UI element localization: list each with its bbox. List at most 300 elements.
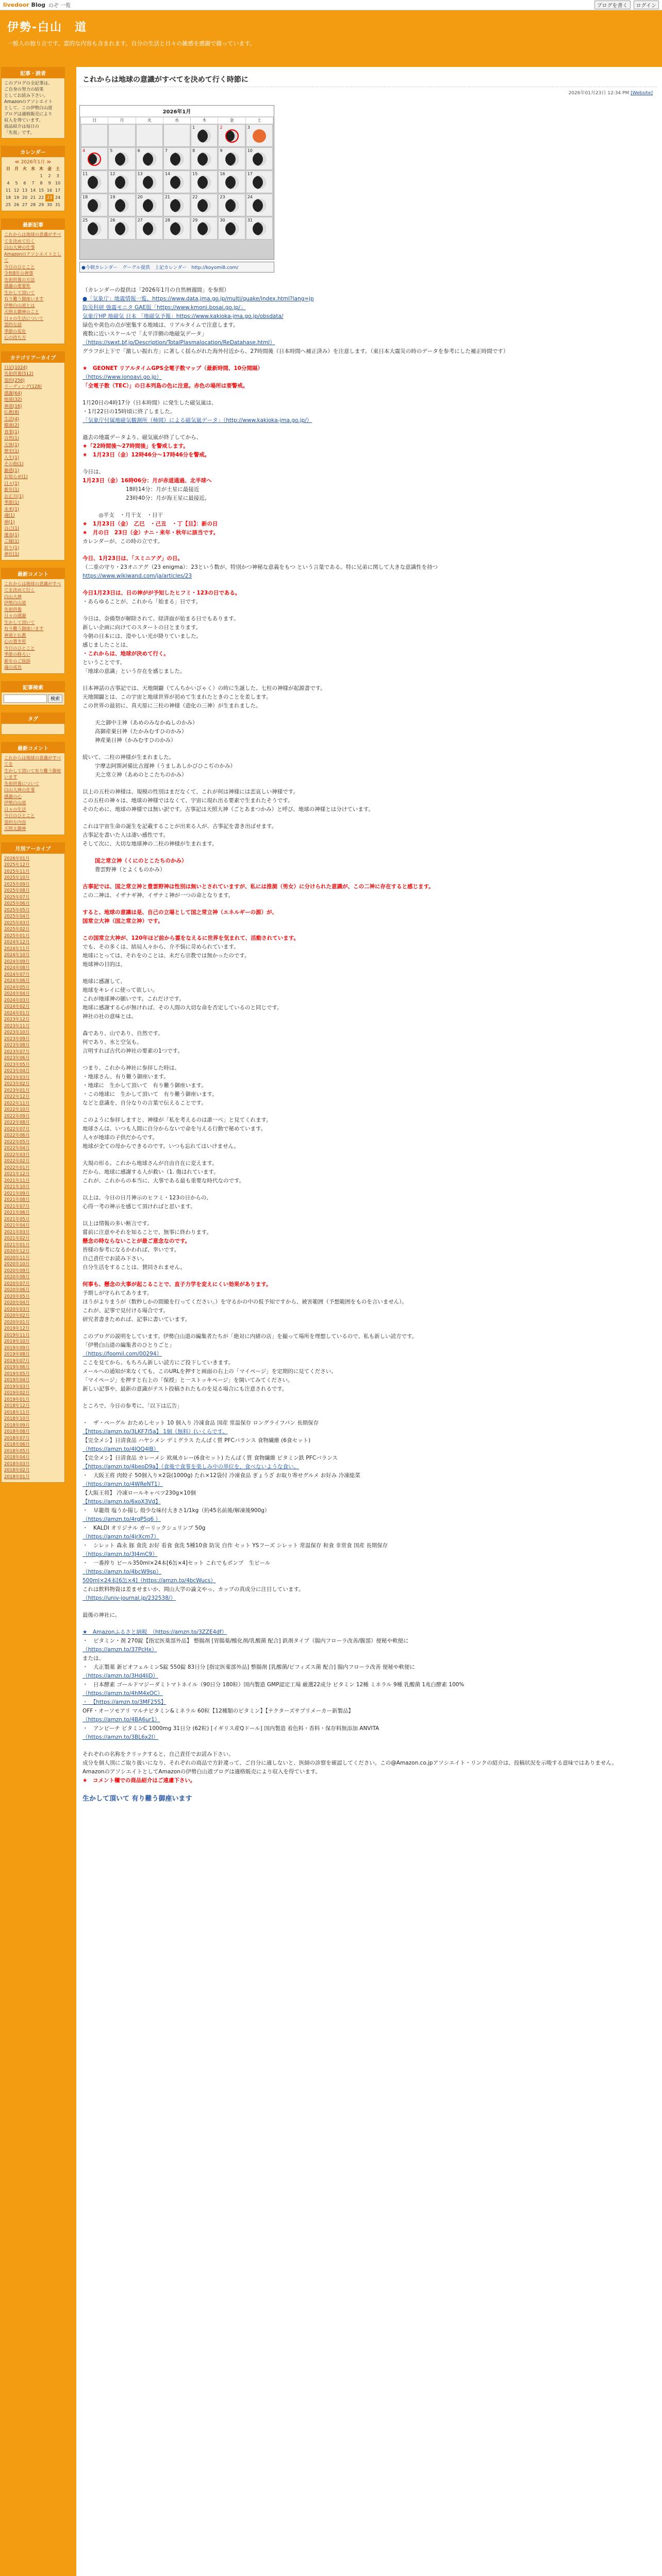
moon-day-cell [218, 147, 245, 170]
monthly-archive-link[interactable]: 2018年11月 [4, 1410, 30, 1415]
calendar-day[interactable]: 31 [55, 202, 61, 207]
monthly-archive-link[interactable]: 2025年02月 [4, 927, 30, 932]
website-link[interactable]: [Website] [631, 91, 653, 96]
article-link[interactable]: （https://www.ionoavi.go.jp） [82, 374, 162, 380]
monthly-archive-link[interactable]: 2024年07月 [4, 972, 30, 977]
article-section-p1 [82, 286, 654, 356]
calendar-day[interactable]: 26 [13, 202, 20, 207]
article-line: 何事も、懸念の大事が起こることで、直子力学を変えにくい効果があります。 [82, 1281, 272, 1287]
calendar-source-link[interactable]: ●今朝カレンダー グーグル提供 上記カレンダー http://koyomi8.com/ [79, 262, 274, 273]
monthly-archive-link[interactable]: 2020年04月 [4, 1300, 30, 1306]
comment-link[interactable]: 白山大神の仕事 [4, 788, 35, 793]
calendar-day[interactable]: 25 [5, 202, 11, 207]
calendar-day[interactable]: 2 [48, 174, 51, 178]
article-line: つまり、これから神社に参拝した時は、 [82, 1065, 180, 1071]
article-line: （カレンダーの提供は「2026年1月の自然暦週間」を参照） [82, 287, 229, 293]
blog-title[interactable]: 伊勢-白山 道 [7, 21, 88, 34]
recent-article-link[interactable]: Amazonのアソシエイトとして [4, 251, 61, 263]
article-link[interactable]: （https://swxt.bf.jo/Description/TotalPlasmalocation/ReDatahase.html） [82, 340, 275, 346]
monthly-archive-link[interactable]: 2024年05月 [4, 985, 30, 990]
calendar-day[interactable]: 27 [22, 202, 28, 207]
moon-phase-icon [170, 152, 184, 166]
monthly-archive-link[interactable]: 2025年01月 [4, 933, 30, 939]
category-link[interactable]: 生活(4) [4, 416, 20, 422]
category-link[interactable]: お知らせ(1) [4, 474, 28, 480]
article-line: 地球が全ての母からできるのです。いつも忘れてはいけません。 [82, 1143, 240, 1149]
comment-link[interactable]: 伊勢白山道 [4, 801, 26, 806]
article-link[interactable]: （https://amzn.to/3BL6x2I） [82, 1734, 159, 1740]
monthly-archive-link[interactable]: 2021年04月 [4, 1223, 30, 1228]
article-section-p5 [82, 468, 654, 503]
article-line: ここを見てから、もちろん新しい読方にご投下していきます。 [82, 1360, 234, 1366]
moon-day-number: 1 [192, 125, 195, 130]
article-link[interactable]: （https://univ-journal.jp/232538/） [82, 1595, 176, 1601]
calendar-month[interactable]: ≪ 2026年1月 ≫ [14, 160, 52, 165]
category-link[interactable]: 歴史(1) [4, 449, 20, 454]
moon-phase-icon [253, 129, 266, 143]
recent-article-link[interactable]: 白山大神の仕事 [4, 245, 35, 250]
monthly-archive-link[interactable]: 2020年06月 [4, 1287, 30, 1293]
moon-phase-icon [170, 199, 184, 212]
category-link[interactable]: 神(1) [4, 519, 15, 525]
monthly-archive-link[interactable]: 2018年06月 [4, 1442, 30, 1447]
calendar-day[interactable]: 4 [7, 181, 10, 185]
calendar-day[interactable]: 11 [5, 188, 11, 193]
link-item[interactable]: 今日のひとこと [4, 646, 35, 651]
write-blog-button[interactable]: ブログを書く [594, 1, 631, 9]
calendar-day[interactable]: 5 [15, 181, 18, 185]
link-item[interactable]: 生かして頂いて [4, 620, 35, 625]
calendar-day[interactable]: 21 [30, 195, 36, 200]
article-line: 地球をキレイに使って欲しい。 [82, 987, 158, 993]
monthly-archive-link[interactable]: 2020年07月 [4, 1281, 30, 1286]
article-link[interactable]: （https://amzn.to/4WReNT1） [82, 1481, 163, 1487]
category-link[interactable]: 未来(1) [4, 506, 20, 512]
monthly-archive-link[interactable]: 2021年10月 [4, 1184, 30, 1190]
monthly-archive-link[interactable]: 2019年06月 [4, 1365, 30, 1370]
monthly-archive-link[interactable]: 2023年05月 [4, 1062, 30, 1067]
article-section-p26 [82, 1280, 654, 1324]
search-button[interactable]: 検索 [48, 694, 62, 703]
comment-link[interactable]: 霊的な内容 [4, 820, 26, 825]
monthly-archive-link[interactable]: 2023年02月 [4, 1081, 30, 1087]
monthly-archive-link[interactable]: 2021年07月 [4, 1204, 30, 1209]
article-link[interactable]: ★ Amazonふるさと納税 （https://amzn.to/3ZZE4df） [82, 1629, 227, 1635]
link-item[interactable]: 日々の感謝 [4, 614, 26, 619]
category-link[interactable]: お正月(1) [4, 494, 24, 499]
monthly-archive-link[interactable]: 2021年11月 [4, 1178, 30, 1183]
comment-link[interactable]: 今日のひとこと [4, 814, 35, 819]
moon-phase-icon [143, 199, 156, 212]
category-link[interactable]: 霊的(256) [4, 378, 25, 383]
article-link[interactable]: 気象庁HP 地磁気 日本 「地磁気予報」https://www.kakioka-jma.go.jp/obsdata/ [82, 313, 284, 319]
category-link[interactable]: その他(1) [4, 462, 24, 467]
moon-day-cell [81, 124, 108, 147]
monthly-archive-link[interactable]: 2023年09月 [4, 1036, 30, 1042]
monthly-archive-link[interactable]: 2020年08月 [4, 1275, 30, 1280]
category-link[interactable]: 人生(1) [4, 455, 20, 461]
article-link[interactable]: https://www.wikiwand.com/ja/articles/23 [82, 573, 192, 579]
article-line: 最後の神社に。 [82, 1612, 121, 1618]
monthly-archive-link[interactable]: 2020年02月 [4, 1313, 30, 1318]
calendar-day[interactable]: 23 [45, 194, 54, 201]
calendar-day[interactable]: 13 [22, 188, 28, 193]
category-link[interactable]: 天体(1) [4, 442, 20, 448]
monthly-archive-link[interactable]: 2019年03月 [4, 1384, 30, 1389]
moon-day-cell [108, 217, 135, 240]
calendar-day[interactable]: 28 [30, 202, 36, 207]
article-section-p3 [82, 399, 654, 425]
article-link[interactable]: （https://amzn.to/4hM4xOC） [82, 1690, 163, 1697]
moon-day-number: 14 [164, 172, 171, 176]
article-line: 【完全メシ】日清食品 ハヤシメン デミグラス たんぱく質 PFCバランス 食物繊維 (6食セット) [82, 1437, 311, 1444]
category-link[interactable]: 神社(1) [4, 552, 20, 557]
monthly-archive-link[interactable]: 2022年10月 [4, 1107, 30, 1112]
category-link[interactable]: 日記(1024) [4, 365, 28, 370]
monthly-archive-link[interactable]: 2023年04月 [4, 1069, 30, 1074]
monthly-archive-link[interactable]: 2022年05月 [4, 1139, 30, 1145]
monthly-archive-link[interactable]: 2024年08月 [4, 965, 30, 971]
search-input[interactable] [4, 694, 47, 703]
category-link[interactable]: 自然(1) [4, 436, 20, 441]
about-line: として、この伊勢白山道 [4, 106, 53, 111]
article-link[interactable]: ・ 【https://amzn.to/3MF25S】 [82, 1699, 167, 1705]
calendar-day[interactable]: 14 [30, 188, 36, 193]
article-line: この五柱の神々は、地球の神様ではなくて、宇宙に現れ出る要素で生まれたそうです。 [82, 798, 293, 804]
monthly-archive-link[interactable]: 2024年04月 [4, 991, 30, 996]
monthly-archive-link[interactable]: 2020年03月 [4, 1307, 30, 1312]
monthly-archive-link[interactable]: 2019年11月 [4, 1332, 30, 1338]
monthly-archive-link[interactable]: 2018年09月 [4, 1422, 30, 1428]
article-link[interactable]: ●「気象庁」地震情報一覧、https://www.data.jma.go.jp/multi/quake/index.html?lang=jp [82, 296, 314, 302]
monthly-archive-link[interactable]: 2025年06月 [4, 901, 30, 906]
monthly-archive-link[interactable]: 2020年01月 [4, 1319, 30, 1325]
article-link[interactable]: （https://amzn.to/4rgP5q6 ） [82, 1516, 161, 1522]
monthly-archive-link[interactable]: 2024年10月 [4, 953, 30, 958]
category-link[interactable]: 先祖供養(512) [4, 371, 34, 377]
calendar-day[interactable]: 16 [46, 188, 53, 193]
monthly-archive-link[interactable]: 2019年10月 [4, 1339, 30, 1344]
recent-article-link[interactable]: 霊的な話 [4, 323, 22, 328]
article-line: 今日、1月23日は、「スミニアグ」の日。 [82, 555, 183, 562]
moon-day-cell [81, 217, 108, 240]
article-line: 古事記では、国之常立神と豊雲野神は性別は無いとされていますが、私には推測（男女）に分けられた意識が、この二神に存在すると感じます。 [82, 884, 434, 890]
article-link[interactable]: （https://amzn.to/4bcW9sp） [82, 1569, 162, 1575]
moon-day-cell [246, 217, 273, 240]
category-link[interactable]: リーディング(128) [4, 384, 42, 389]
tags-title: タグ [2, 713, 64, 724]
moon-day-number: 24 [247, 195, 253, 199]
category-link[interactable]: 地球(32) [4, 397, 22, 402]
comment-link[interactable]: 感謝の心 [4, 794, 22, 800]
category-link[interactable]: 食事(1) [4, 429, 20, 435]
calendar-day[interactable]: 17 [55, 188, 61, 193]
article-link[interactable]: 防災科研 強震モニタ GAE版「https://www.kmoni.bosai.go.jp/」 [82, 304, 246, 311]
calendar-day[interactable]: 7 [31, 181, 35, 185]
category-link[interactable]: 祈り(1) [4, 545, 20, 551]
category-link[interactable]: 新年(1) [4, 487, 20, 493]
monthly-archive-link[interactable]: 2022年01月 [4, 1165, 30, 1171]
article-line: 以上は情報の多い断言です。 [82, 1221, 153, 1227]
recent-article-link[interactable]: これからは地球の意識がすべてを決めて行く [4, 232, 61, 244]
monthly-archive-link[interactable]: 2023年01月 [4, 1088, 30, 1093]
article-section-p30 [82, 1750, 654, 1785]
monthly-archive-link[interactable]: 2018年04月 [4, 1455, 30, 1460]
article-link[interactable]: （https://amzn.to/4BA6ur1） [82, 1717, 160, 1723]
moon-day-number: 27 [137, 218, 143, 223]
monthly-archive-link[interactable]: 2020年10月 [4, 1262, 30, 1267]
article-section-p25 [82, 1219, 654, 1272]
monthly-archive-link[interactable]: 2019年08月 [4, 1352, 30, 1357]
recent-article-link[interactable]: 感謝の重要性 [4, 284, 31, 289]
monthly-archive-link[interactable]: 2020年12月 [4, 1249, 30, 1254]
article-line: 大規の形る。これから地球さんが自由自在に変えます。 [82, 1160, 218, 1166]
monthly-archive-link[interactable]: 2018年07月 [4, 1435, 30, 1441]
recent-article-link[interactable]: 日々の生活について [4, 316, 44, 321]
category-link[interactable]: 日々(1) [4, 481, 20, 486]
monthly-archive-link[interactable]: 2023年11月 [4, 1023, 30, 1029]
monthly-archive-link[interactable]: 2021年01月 [4, 1242, 30, 1248]
calendar-day[interactable]: 6 [23, 181, 26, 185]
about-line: Amazonのアソシエイト [4, 99, 53, 105]
article-section-p16 [82, 883, 654, 900]
calendar-day[interactable]: 8 [40, 181, 43, 185]
comment-link[interactable]: 天照太御神 [4, 826, 26, 832]
category-link[interactable]: 自己(1) [4, 526, 20, 531]
recent-article-link[interactable]: 先祖供養の方法 [4, 277, 35, 283]
monthly-archive-link[interactable]: 2023年03月 [4, 1075, 30, 1080]
calendar-day[interactable]: 10 [55, 181, 61, 185]
category-link[interactable]: ご縁(1) [4, 539, 20, 544]
article-link[interactable]: （https://amzn.to/3Hd4IiD） [82, 1673, 158, 1679]
monthly-archive-link[interactable]: 2023年12月 [4, 1017, 30, 1022]
monthly-archive-link[interactable]: 2018年02月 [4, 1468, 30, 1473]
monthly-archive-link[interactable]: 2021年03月 [4, 1229, 30, 1235]
monthly-archive-link[interactable]: 2024年03月 [4, 997, 30, 1003]
recent-article-link[interactable]: 今日のひとこと [4, 264, 35, 270]
monthly-archive-link[interactable]: 2021年02月 [4, 1236, 30, 1241]
recent-article-link[interactable]: 有り難う御座います [4, 297, 44, 302]
article-line: OFF・オーソモアリ マルチビタミン&ミネラル 60粒【12種類のビタミン】【ナクターズサプリメーカー新製品】 [82, 1708, 354, 1714]
link-item[interactable]: 神道と仏教 [4, 633, 26, 638]
article-link[interactable]: （https://amzn.to/4jrXcm7） [82, 1534, 159, 1540]
monthly-archive-link[interactable]: 2022年11月 [4, 1100, 30, 1106]
article-link[interactable]: （https://amzn.to/3J4mC9） [82, 1551, 158, 1557]
monthly-archive-link[interactable]: 2019年12月 [4, 1326, 30, 1331]
article-line: 成分を個人別にご取り扱いになり、それぞれの商品で方針違って、ご自分に適しないと、医師の診察を確認してください。この@Amazon.co.jpアソシエイト・リンクの紹介は、投稿状況を示唆する意味ではありません。 [82, 1760, 617, 1766]
moon-day-cell [218, 124, 245, 147]
article-link[interactable]: （https://amzn.to/4IQQ4IB） [82, 1446, 159, 1452]
monthly-archive-link[interactable]: 2020年11月 [4, 1255, 30, 1261]
monthly-archive-link[interactable]: 2025年04月 [4, 914, 30, 919]
monthly-archive-link[interactable]: 2018年08月 [4, 1429, 30, 1434]
recent-article-link[interactable]: 令和8年の神事 [4, 271, 34, 276]
category-link[interactable]: 健康(2) [4, 423, 20, 428]
recent-article-link[interactable]: 季節の変化 [4, 329, 26, 334]
recent-article-link[interactable]: 天照太御神のこと [4, 310, 40, 315]
comment-link[interactable]: 日々の生活 [4, 807, 26, 812]
moon-day-cell [163, 194, 190, 216]
calendar-day[interactable]: 30 [46, 202, 53, 207]
monthly-archive-link[interactable]: 2020年05月 [4, 1294, 30, 1299]
article-link[interactable]: 【https://amzn.to/3LKF7i5a】 1個（無料）(いくらです。 [82, 1429, 228, 1435]
monthly-archive-link[interactable]: 2021年12月 [4, 1172, 30, 1177]
top-menu[interactable]: のぞ 一覧 [48, 3, 71, 9]
category-link[interactable]: 神道(16) [4, 403, 22, 409]
moon-day-cell [81, 194, 108, 216]
monthly-archive-link[interactable]: 2024年09月 [4, 959, 30, 964]
moon-day-cell [108, 124, 135, 147]
monthly-archive-link[interactable]: 2021年08月 [4, 1197, 30, 1202]
calendar-day[interactable]: 1 [40, 174, 43, 178]
recent-article-link[interactable]: 生かして頂いて [4, 290, 35, 296]
link-item[interactable]: 新年のご挨拶 [4, 658, 31, 664]
category-link[interactable]: 魂(1) [4, 513, 15, 518]
article-line: 今日1月23日は、日の神がが予知したヒフミ・123の日である。 [82, 590, 241, 596]
monthly-archive-link[interactable]: 2019年05月 [4, 1371, 30, 1377]
calendar-day[interactable]: 9 [48, 181, 51, 185]
article-line: ・ 大阪王将 肉餃子 50個入り×2袋(1000g) たれ×12袋付 冷凍食品 ぎょうざ お取り寄せグルメ お好み 冷凍総菜 [82, 1472, 360, 1479]
calendar-day [29, 173, 37, 180]
moon-calendar-caption: 2026年1月 [80, 106, 274, 116]
monthly-archive-link[interactable]: 2019年09月 [4, 1345, 30, 1351]
category-link[interactable]: 季節(1) [4, 500, 20, 505]
link-item[interactable]: 白山大神 [4, 594, 22, 600]
link-item[interactable]: 心の置き所 [4, 639, 26, 645]
comment-link[interactable]: 先祖供養について [4, 781, 39, 787]
monthly-archive-link[interactable]: 2023年06月 [4, 1056, 30, 1061]
moon-day-cell [163, 124, 190, 147]
article-line: ・ 一番搾り ビール350ml×24本[6缶×4]セット これでもポンプ 生ビール [82, 1560, 271, 1566]
monthly-archive-link[interactable]: 2025年08月 [4, 888, 30, 893]
weekday-header: 水 [31, 166, 35, 171]
monthly-archive-link[interactable]: 2023年08月 [4, 1043, 30, 1048]
monthly-archive-link[interactable]: 2025年03月 [4, 920, 30, 926]
monthly-archive-link[interactable]: 2018年10月 [4, 1416, 30, 1421]
about-line: このブログの全記事は、 [4, 81, 53, 86]
calendar-day[interactable]: 12 [13, 188, 20, 193]
monthly-archive-link[interactable]: 2021年09月 [4, 1191, 30, 1196]
monthly-archive-link[interactable]: 2018年12月 [4, 1403, 30, 1409]
article-line: 森であり、山であり、自然です。 [82, 1030, 163, 1037]
calendar-day[interactable]: 3 [56, 174, 59, 178]
monthly-archive-link[interactable]: 2019年01月 [4, 1397, 30, 1402]
link-item[interactable]: 魂の成長 [4, 665, 22, 670]
article-link[interactable]: 500ml×24本[6缶×4]（https://amzn.to/4bcWucs） [82, 1578, 216, 1584]
link-item[interactable]: 有り難う御座います [4, 626, 44, 632]
article-line: 何であり、水と空気も。 [82, 1039, 142, 1045]
calendar-day[interactable]: 24 [55, 195, 61, 200]
moon-day-number: 8 [192, 148, 195, 153]
monthly-archive-link[interactable]: 2019年04月 [4, 1378, 30, 1383]
calendar-day[interactable]: 22 [38, 195, 44, 200]
moon-day-cell [191, 147, 218, 170]
monthly-archive-link[interactable]: 2021年05月 [4, 1216, 30, 1222]
monthly-archive-link[interactable]: 2022年02月 [4, 1159, 30, 1164]
monthly-archive-link[interactable]: 2023年10月 [4, 1030, 30, 1035]
moon-day-cell [191, 171, 218, 193]
closing-line: 生かして頂いて 有り難う御座います [82, 1795, 192, 1803]
article-title[interactable]: これからは地球の意識がすべてを決めて行く時節に [79, 72, 657, 87]
login-button[interactable]: ログイン [634, 1, 659, 9]
monthly-archive-link[interactable]: 2025年12月 [4, 862, 30, 868]
category-link[interactable]: 仏教(8) [4, 410, 20, 415]
link-item[interactable]: 先祖供養 [4, 607, 22, 613]
monthly-archive-link[interactable]: 2024年02月 [4, 1004, 30, 1009]
article-link[interactable]: 【https://amzn.to/4beoD9a】（食後で食事を楽しみ中の単位を、食べないような食い。 [82, 1464, 300, 1470]
monthly-archive-link[interactable]: 2020年09月 [4, 1268, 30, 1274]
monthly-archive-link[interactable]: 2022年12月 [4, 1094, 30, 1099]
article-line: ・地球さん、有り難う御座います。 [82, 1074, 169, 1080]
monthly-archive-link[interactable]: 2022年09月 [4, 1113, 30, 1119]
monthly-archive-link[interactable]: 2025年09月 [4, 882, 30, 887]
monthly-archive-link[interactable]: 2022年04月 [4, 1146, 30, 1151]
monthly-archive-link[interactable]: 2024年01月 [4, 1010, 30, 1016]
article-link[interactable]: （https://foomil.com/00294） [82, 1351, 162, 1357]
link-item[interactable]: 伊勢白山道 [4, 601, 26, 606]
comment-link[interactable]: 生かして頂いて有り難う御座います [4, 768, 61, 780]
article-section-p15 [82, 857, 654, 874]
article-section-p19 [82, 977, 654, 1021]
category-link[interactable]: 感謝(64) [4, 391, 22, 396]
article-link[interactable]: 【https://amzn.to/6xoX3Vd】 [82, 1499, 161, 1505]
monthly-archive-list [2, 854, 64, 1483]
monthly-archive-link[interactable]: 2022年03月 [4, 1152, 30, 1158]
calendar-day[interactable]: 15 [38, 188, 44, 193]
link-item[interactable]: 季節の移ろい [4, 652, 31, 657]
monthly-archive-link[interactable]: 2023年07月 [4, 1049, 30, 1055]
monthly-archive-link[interactable]: 2019年02月 [4, 1391, 30, 1396]
calendar-day[interactable]: 29 [38, 202, 44, 207]
recent-article-link[interactable]: 伊勢白山道とは [4, 303, 35, 309]
monthly-archive-link[interactable]: 2018年03月 [4, 1461, 30, 1467]
monthly-archive-link[interactable]: 2018年01月 [4, 1474, 30, 1480]
livedoor-logo[interactable]: livedoor Blog [3, 2, 46, 8]
monthly-archive-link[interactable]: 2024年06月 [4, 978, 30, 984]
calendar-day[interactable]: 19 [13, 195, 20, 200]
moon-day-cell [246, 147, 273, 170]
article-line: 天之御中主神（あめのみなかぬしのかみ） [95, 720, 198, 726]
moon-day-number: 21 [164, 195, 171, 199]
monthly-archive-link[interactable]: 2025年11月 [4, 869, 30, 874]
category-link[interactable]: 雑感(1) [4, 468, 20, 473]
comment-link[interactable]: これからは地球の意識がすべてを [4, 755, 61, 767]
monthly-archive-link[interactable]: 2018年05月 [4, 1448, 30, 1454]
recent-article-link[interactable]: 心の持ち方 [4, 335, 26, 341]
moon-day-number: 23 [220, 195, 225, 199]
monthly-archive-link[interactable]: 2025年07月 [4, 894, 30, 900]
category-link[interactable]: 運命(1) [4, 532, 20, 538]
monthly-archive-link[interactable]: 2019年07月 [4, 1358, 30, 1364]
monthly-archive-link[interactable]: 2022年07月 [4, 1126, 30, 1132]
link-item[interactable]: これからは地球の意識がすべてを決めて行く [4, 581, 61, 593]
calendar-day[interactable]: 20 [22, 195, 28, 200]
article-link[interactable]: （https://amzn.to/37PcHx） [82, 1647, 157, 1653]
monthly-archive-link[interactable]: 2022年06月 [4, 1133, 30, 1138]
monthly-archive-link[interactable]: 2021年06月 [4, 1210, 30, 1215]
article-line: 新しい企画に向けてのスタートの日とまります。 [82, 624, 202, 631]
monthly-archive-link[interactable]: 2025年05月 [4, 907, 30, 913]
moon-day-cell [163, 217, 190, 240]
moon-day-cell [246, 171, 273, 193]
monthly-archive-link[interactable]: 2024年11月 [4, 946, 30, 952]
article-link[interactable]: 「気象庁付属地磁気観測所（柿岡）による磁気嵐データ」（http://www.kakioka-jma.go.jp/） [82, 417, 312, 423]
monthly-archive-link[interactable]: 2026年01月 [4, 856, 30, 861]
calendar-day[interactable]: 18 [5, 195, 11, 200]
monthly-archive-link[interactable]: 2022年08月 [4, 1120, 30, 1125]
monthly-archive-link[interactable]: 2024年12月 [4, 940, 30, 945]
monthly-archive-link[interactable]: 2025年10月 [4, 875, 30, 880]
